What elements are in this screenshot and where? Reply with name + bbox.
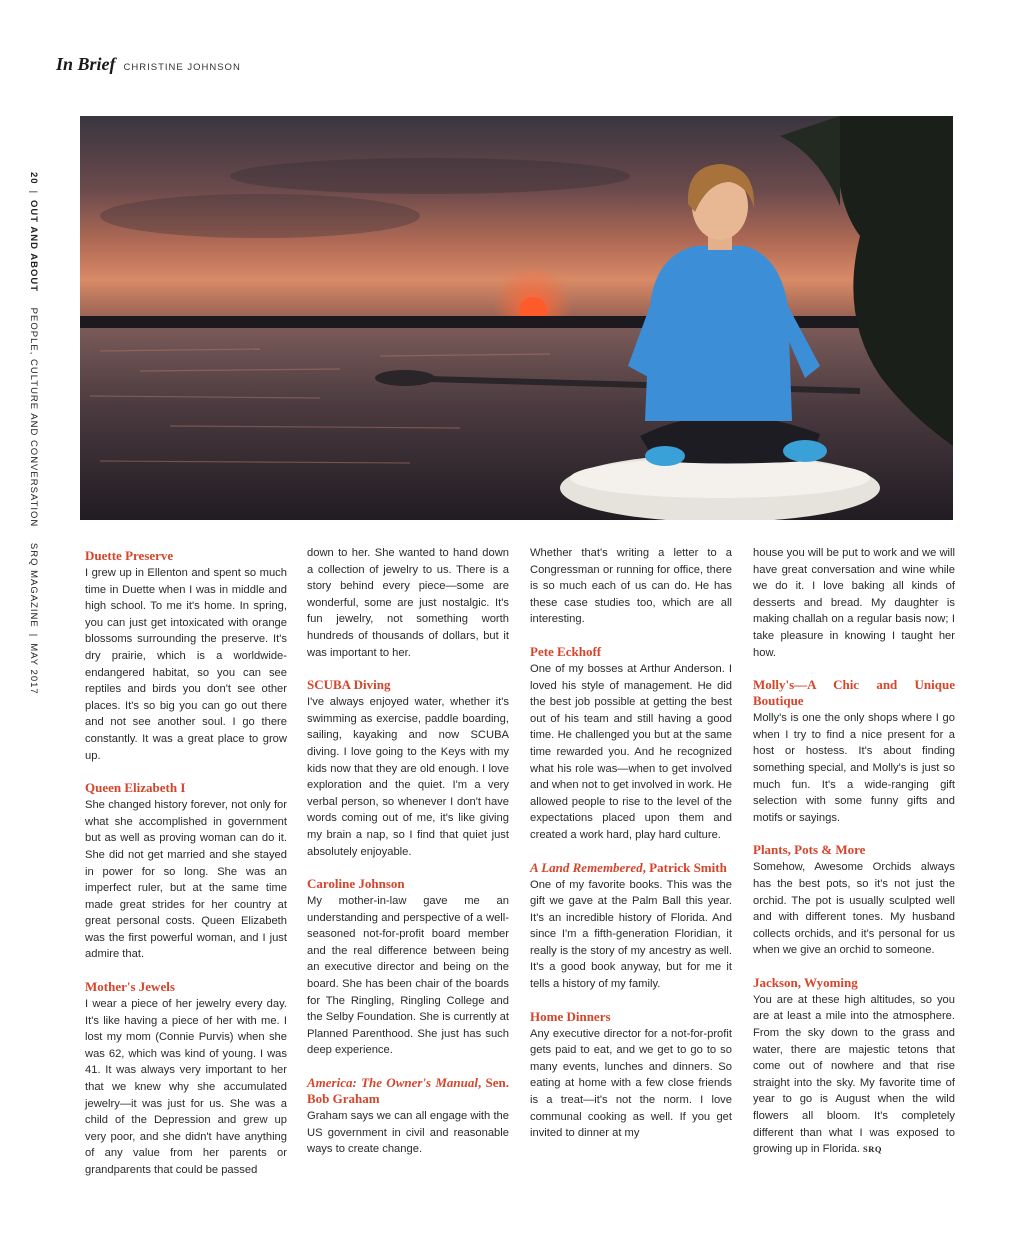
sunset-paddleboard-photo: [80, 116, 953, 520]
section-title: In Brief: [56, 54, 116, 74]
page-header: [56, 54, 241, 76]
body-jewels-cont: down to her. She wanted to hand down a collection of jewelry to us. There is a story behind every piece—some are wonderful, some are just nostalgic. It's fun jewelry, not something worth hundreds of thousands of dollars, but it was important to her.: [307, 547, 509, 659]
spine-issue: MAY 2017: [28, 643, 39, 695]
spine-tagline: PEOPLE, CULTURE AND CONVERSATION: [28, 307, 39, 528]
heading-duette: Duette Preserve: [85, 548, 174, 563]
heading-land-author: , Patrick Smith: [642, 859, 727, 875]
body-america-cont: Whether that's writing a letter to a Congressman or running for office, there is so much each of us can do. He has these case studies too, which are all interesting.: [530, 547, 732, 626]
heading-land-title: A Land Remembered: [530, 859, 643, 875]
photo-illustration: [80, 116, 953, 520]
body-land: One of my favorite books. This was the gift we gave at the Palm Ball this year. It's an incredible history of Florida. And since I'm a fifth-generation Floridian, it really is the story of my ancestry as well. It's a good book anyway, but for me it tells a history of my family.: [530, 878, 732, 991]
body-pete: One of my bosses at Arthur Anderson. I loved his style of management. He did the best job possible at getting the best out of his team and still having a good time. He challenged you but at the same time rewarded you. And he recognized what his role was—when to get involved and when not to get involved in work. He allowed people to rise to the level of the expectations placed upon them and created a work hard, play hard culture.: [530, 662, 732, 841]
heading-jackson: Jackson, Wyoming: [753, 974, 858, 990]
heading-scuba: SCUBA Diving: [307, 677, 391, 693]
heading-dinners: Home Dinners: [530, 1008, 611, 1024]
heading-america-title: America: The Owner's Manual: [307, 1075, 478, 1091]
heading-queen: Queen Elizabeth I: [85, 780, 186, 796]
page-number: 20: [28, 172, 39, 185]
heading-plants: Plants, Pots & More: [753, 842, 866, 858]
column-4: [753, 545, 955, 1158]
body-dinners-cont: house you will be put to work and we will have great conversation and wine while we do it. I love baking all kinds of desserts and bread. My daughter is making challah on a regular basis now; I take pleasure in knowing I taught her how.: [753, 547, 955, 659]
heading-mollys: Molly's—A Chic and Unique Boutique: [753, 677, 955, 709]
body-duette: I grew up in Ellenton and spent so much time in Duette when I was in middle and high school. To me it's home. In spring, you can just get intoxicated with orange blossoms surrounding the preserve. It's dry prairie, which is a worldwide-endangered habitat, so you can see reptiles and birds you don't see other places. It's so big you can go out there and not see another soul. I go there constantly. It was a great place to grow up.: [85, 567, 287, 762]
body-jewels: I wear a piece of her jewelry every day. It's like having a piece of her with me. I lost my mom (Connie Purvis) when she was 62, which was kind of young. I was 41. It was always very important to her that we knew why she accumulated jewelry—it was just for us. She was a child of the Depression and grew up very poor, and she didn't have anything of any value from her parents or grandparents that could be passed: [85, 998, 287, 1176]
heading-pete: Pete Eckhoff: [530, 643, 602, 659]
body-mollys: Molly's is one the only shops where I go when I try to find a nice present for a host or hostess. It's about finding something special, and Molly's is just so much fun. It's a wide-ranging gift selection with some funny gifts and motifs or sayings.: [753, 712, 955, 824]
spine-text: [28, 172, 39, 695]
body-america: Graham says we can all engage with the US government in civil and reasonable ways to create change.: [307, 1110, 509, 1156]
heading-land: [530, 860, 732, 876]
spine-divider: |: [28, 633, 39, 638]
column-3: [530, 545, 732, 1142]
heading-america-author: , Sen. Bob Graham: [307, 1075, 509, 1107]
spine-divider: |: [28, 190, 39, 195]
spine-gap: [28, 533, 39, 537]
column-2: [307, 545, 509, 1158]
spine-magazine: SRQ MAGAZINE: [28, 542, 39, 628]
body-scuba: I've always enjoyed water, whether it's swimming as exercise, paddle boarding, sailing, kayaking and now SCUBA diving. I love going to the Keys with my kids now that they are old enough. I love exploration and the quiet. I'm a very verbal person, so whenever I don't have words coming out of me, it's like giving my brain a nap, so I find that quiet just absolutely enjoyable.: [307, 696, 509, 858]
heading-jewels: Mother's Jewels: [85, 979, 175, 995]
body-jackson-wrap: [753, 992, 955, 1158]
author-byline: CHRISTINE JOHNSON: [123, 62, 241, 73]
body-jackson: You are at these high altitudes, so you are at least a mile into the atmosphere. From the sky down to the grass and water, there are majestic tetons that come out of nowhere and that rise straight into the sky. My favorite time of year to go is August when the wild flowers all bloom. It's completely different than what I was exposed to growing up in Florida.: [753, 993, 955, 1156]
page-spine: [26, 172, 40, 695]
column-1: [85, 545, 287, 1179]
body-dinners: Any executive director for a not-for-profit gets paid to eat, and we get to go to so many events, lunches and dinners. So eating at home with a few close friends is a treat—it's not the norm. I love communal cooking as well. If you get invited to dinner at my: [530, 1027, 732, 1140]
body-queen: She changed history forever, not only for what she accomplished in government but as well as proving woman can do it. She did not get married and she stayed in power for so long. She was an imperfect ruler, but at the same time made great strides for her country at great personal costs. Queen Elizabeth was the first powerful woman, and I just admire that.: [85, 799, 287, 961]
body-plants: Somehow, Awesome Orchids always has the best pots, so it's not just the orchid. The pot is usually sculpted well and with different tones. My husband collects orchids, and it's personal for us when we give an orchid to someone.: [753, 861, 955, 957]
body-caroline: My mother-in-law gave me an understanding and perspective of a well-seasoned not-for-profit board member and the real difference between being an executive director and being on the board. She has been chair of the boards for The Ringling, Ringling College and the Selby Foundation. She is currently at Planned Parenthood. She just has such deep experience.: [307, 895, 509, 1057]
spine-section: OUT AND ABOUT: [28, 200, 39, 293]
heading-america: [307, 1075, 509, 1107]
spine-gap: [28, 298, 39, 302]
heading-caroline: Caroline Johnson: [307, 876, 405, 892]
srq-signoff: SRQ: [862, 1144, 882, 1155]
